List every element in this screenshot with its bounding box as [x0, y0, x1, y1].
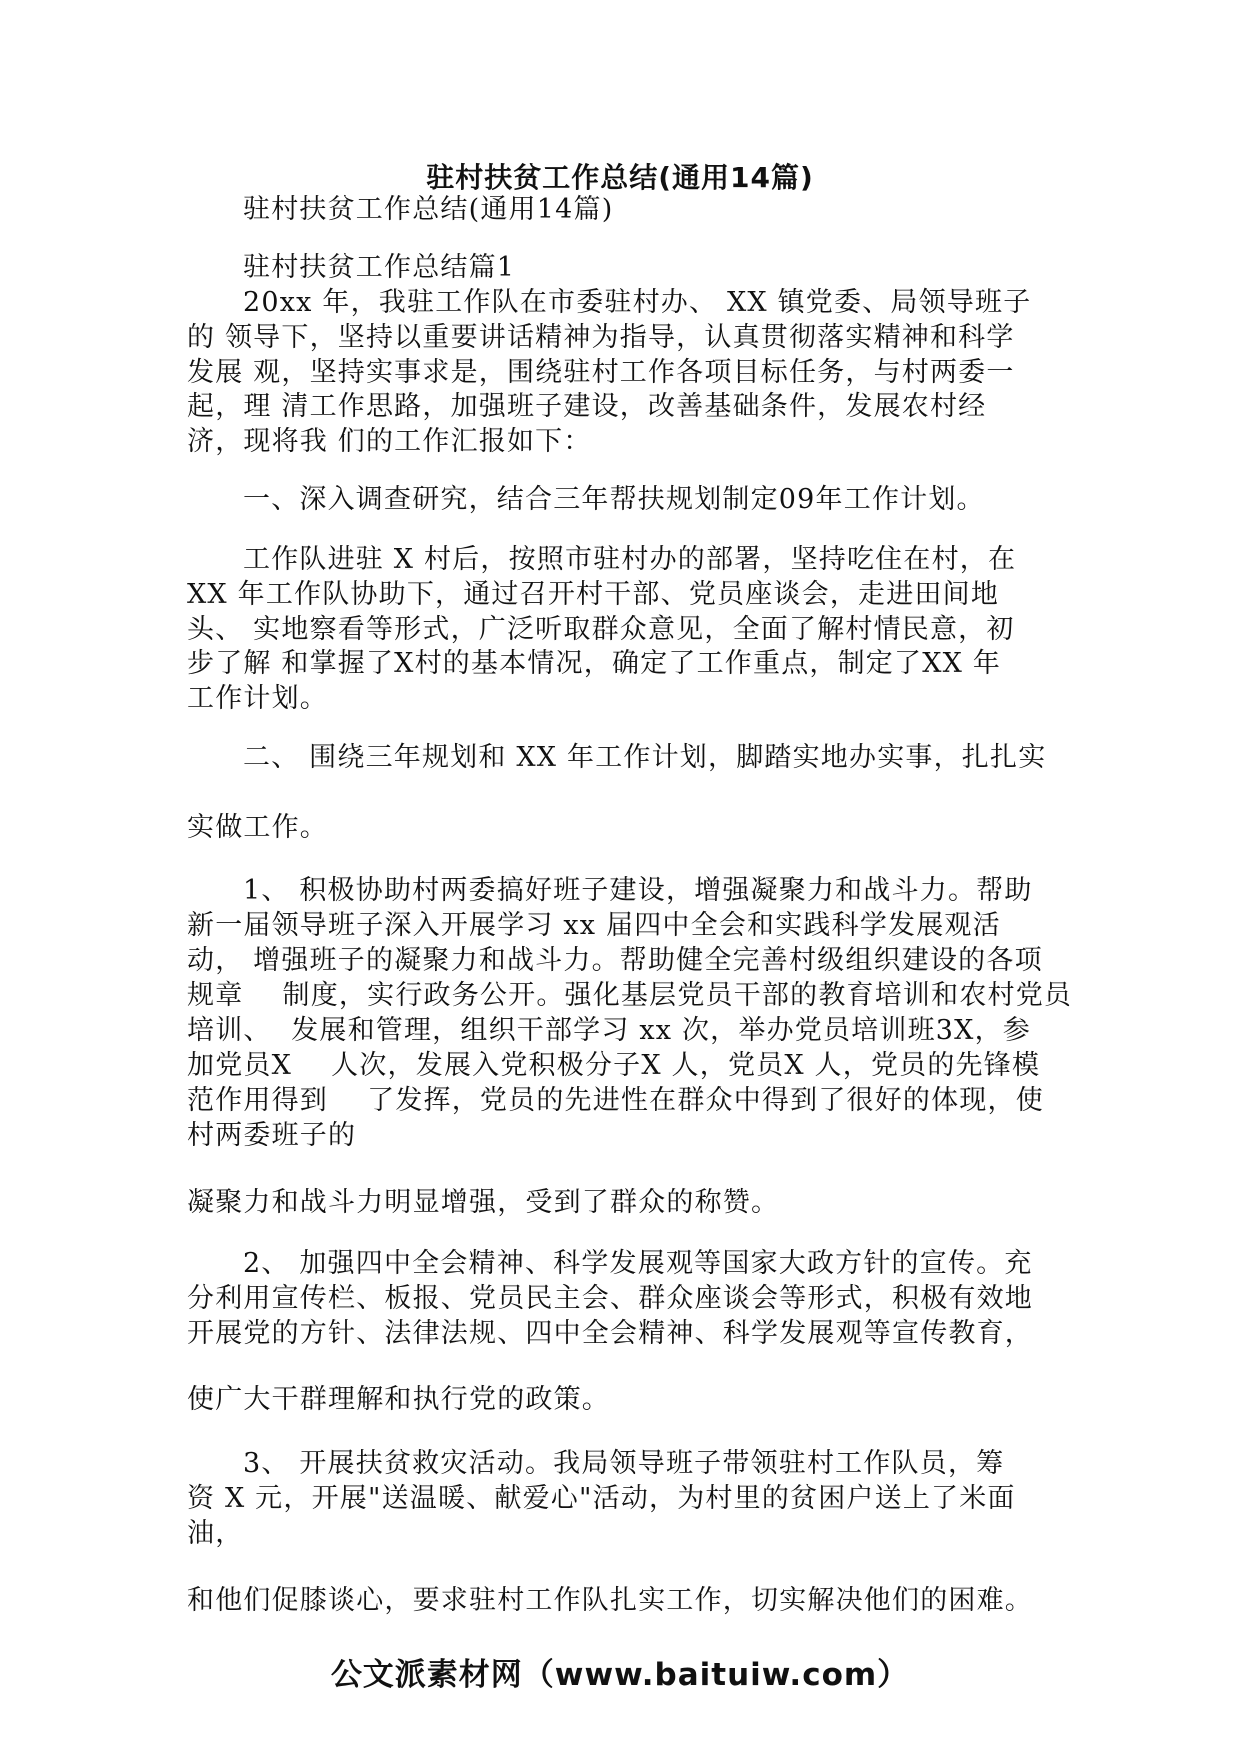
text-line: 开展党的方针、法律法规、四中全会精神、科学发展观等宣传教育， — [187, 1318, 1033, 1349]
text-line: 3、 开展扶贫救灾活动。我局领导班子带领驻村工作队员，筹 — [243, 1448, 1005, 1479]
text-line: 分利用宣传栏、板报、党员民主会、群众座谈会等形式，积极有效地 — [187, 1283, 1033, 1314]
text-line: 工作计划。 — [187, 683, 328, 714]
text-line: 工作队进驻 X 村后，按照市驻村办的部署，坚持吃住在村，在 — [243, 544, 1017, 575]
text-line: 规章 制度，实行政务公开。强化基层党员干部的教育培训和农村党员 — [187, 980, 1073, 1011]
text-line: XX 年工作队协助下，通过召开村干部、党员座谈会，走进田间地 — [187, 579, 1000, 610]
text-line: 范作用得到 了发挥，党员的先进性在群众中得到了很好的体现，使 — [187, 1085, 1044, 1116]
text-line: 一、深入调查研究，结合三年帮扶规划制定09年工作计划。 — [243, 484, 985, 515]
text-line: 发展 观，坚持实事求是，围绕驻村工作各项目标任务，与村两委一 — [187, 357, 1015, 388]
section-heading: 驻村扶贫工作总结篇1 — [243, 252, 516, 283]
text-line: 培训、 发展和管理，组织干部学习 xx 次，举办党员培训班3X，参 — [187, 1015, 1031, 1046]
text-line: 动， 增强班子的凝聚力和战斗力。帮助健全完善村级组织建设的各项 — [187, 945, 1043, 976]
text-line: 济，现将我 们的工作汇报如下： — [187, 426, 592, 457]
text-line: 2、 加强四中全会精神、科学发展观等国家大政方针的宣传。充 — [243, 1248, 1033, 1279]
text-line: 的 领导下，坚持以重要讲话精神为指导，认真贯彻落实精神和科学 — [187, 322, 1015, 353]
text-line: 资 X 元，开展"送温暖、献爱心"活动，为村里的贫困户送上了米面 — [187, 1483, 1016, 1514]
text-line: 村两委班子的 — [187, 1120, 357, 1151]
text-line: 20xx 年，我驻工作队在市委驻村办、 XX 镇党委、局领导班子 — [243, 287, 1032, 318]
text-line: 油， — [187, 1518, 244, 1549]
text-line: 实做工作。 — [187, 812, 328, 843]
text-line: 头、 实地察看等形式，广泛听取群众意见，全面了解村情民意，初 — [187, 614, 1015, 645]
text-line: 新一届领导班子深入开展学习 xx 届四中全会和实践科学发展观活 — [187, 910, 1001, 941]
document-title: 驻村扶贫工作总结(通用14篇) — [426, 161, 814, 194]
text-line: 二、 围绕三年规划和 XX 年工作计划，脚踏实地办实事，扎扎实 — [243, 742, 1047, 773]
text-line: 和他们促膝谈心，要求驻村工作队扎实工作，切实解决他们的困难。 — [187, 1585, 1033, 1616]
text-line: 1、 积极协助村两委搞好班子建设，增强凝聚力和战斗力。帮助 — [243, 875, 1033, 906]
text-line: 使广大干群理解和执行党的政策。 — [187, 1384, 610, 1415]
document-subtitle: 驻村扶贫工作总结(通用14篇) — [243, 194, 614, 225]
text-line: 步了解 和掌握了X村的基本情况，确定了工作重点，制定了XX 年 — [187, 648, 1002, 679]
text-line: 加党员X 人次，发展入党积极分子X 人，党员X 人，党员的先锋模 — [187, 1050, 1041, 1081]
text-line: 凝聚力和战斗力明显增强，受到了群众的称赞。 — [187, 1187, 780, 1218]
footer-watermark: 公文派素材网（www.baituiw.com） — [330, 1657, 910, 1693]
text-line: 起，理 清工作思路，加强班子建设，改善基础条件，发展农村经 — [187, 391, 987, 422]
